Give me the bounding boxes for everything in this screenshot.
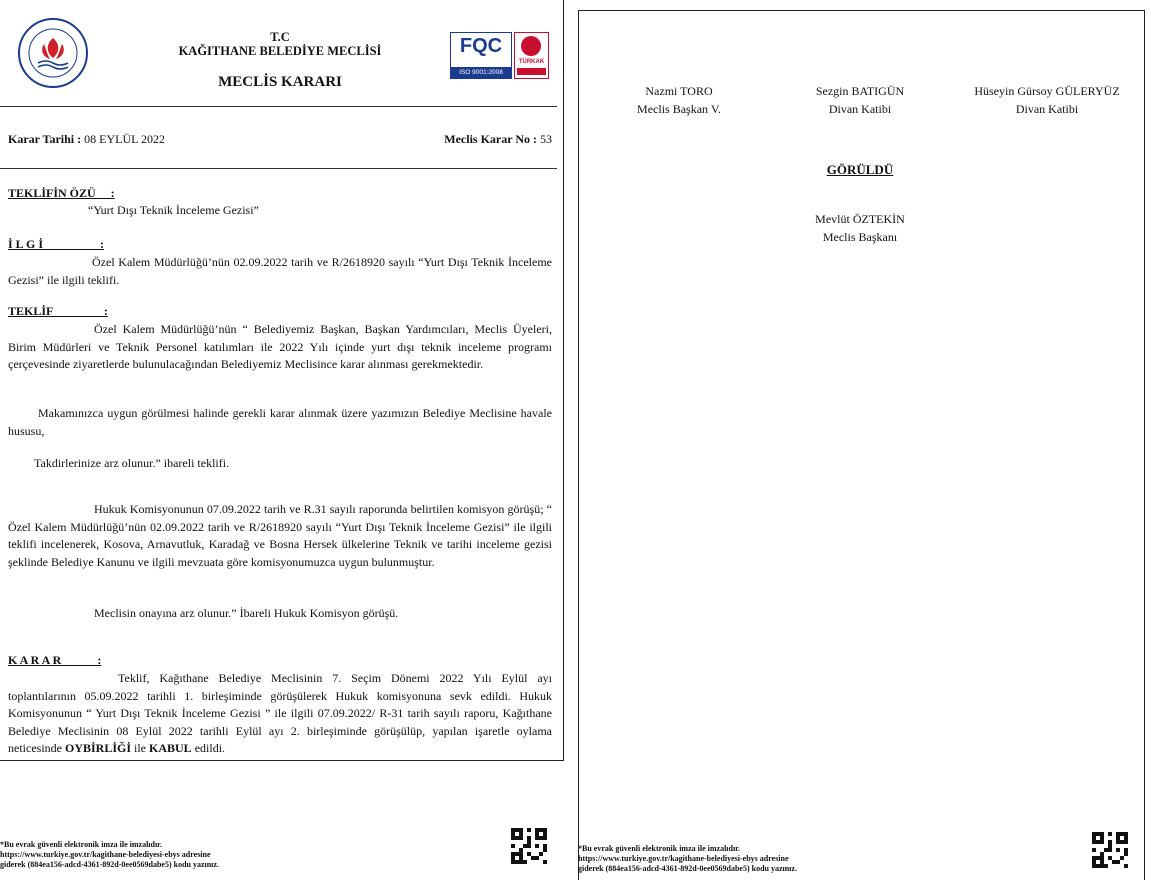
right-footer: *Bu evrak güvenli elektronik imza ile imzalıdır. https://www.turkiye.gov.tr/kagithane-belediyesi-ebys adresine giderek (884ea156-adcd-4361-892d-0ee0569dabe5) kodu yazınız. — [578, 844, 797, 873]
goruldu-heading: GÖRÜLDÜ — [826, 162, 894, 177]
left-qr-code — [511, 828, 547, 864]
teklif-heading: TEKLİF : — [8, 304, 108, 318]
meta-divider — [0, 168, 557, 169]
ilgi-text: Özel Kalem Müdürlüğü’nün 02.09.2022 tarih ve R/2618920 sayılı “Yurt Dışı Teknik İnceleme Gezisi” ile ilgili teklifi. — [8, 255, 552, 287]
goruldu-signature: Mevlüt ÖZTEKİN Meclis Başkanı — [815, 212, 905, 244]
right-qr-code — [1092, 832, 1128, 868]
karar-text: Teklif, Kağıthane Belediye Meclisinin 7. Seçim Dönemi 2022 Yılı Eylül ayı toplantılarının 05.09.2022 tarihli 1. birleşiminde görüşülerek Hukuk komisyonuna sevk edildi. Hukuk Komisyonunun “ Yurt Dışı Teknik İnceleme Gezisi ” ile ilgili 07.09.2022/ R-31 tarih sayılı raporu, Kağıthane Belediye Meclisinin 08 Eylül 2022 tarihli Eylül ayı 2. birleşiminde görüşülüp, yapılan işaretle oylama neticesinde OYBİRLİĞİ ile KABUL edildi. — [8, 671, 552, 755]
municipality-logo — [16, 16, 90, 90]
header-institution: KAĞITHANE BELEDİYE MECLİSİ — [178, 44, 382, 58]
left-page — [0, 0, 564, 761]
document-title: MECLİS KARARI — [218, 74, 342, 90]
ozu-heading: TEKLİFİN ÖZÜ : — [8, 186, 115, 200]
header-divider — [0, 106, 557, 107]
left-footer: *Bu evrak güvenli elektronik imza ile imzalıdır. https://www.turkiye.gov.tr/kagithane-belediyesi-ebys adresine giderek (884ea156-adcd-4361-892d-0ee0569dabe5) kodu yazınız. — [0, 840, 219, 869]
ilgi-heading: İ L G İ : — [8, 237, 105, 251]
signature-3: Hüseyin Gürsoy GÜLERYÜZ Divan Katibi — [974, 84, 1120, 116]
hukuk-paragraph-1: Hukuk Komisyonunun 07.09.2022 tarih ve R.31 sayılı raporunda belirtilen komisyon görüşü; “ Özel Kalem Müdürlüğü’nün 02.09.2022 tarih ve R/2618920 sayılı “Yurt Dışı Teknik İnceleme Gezisi” ile ilgili teklifi incelenerek, Kosova, Arnavutluk, Karadağ ve Bosna Hersek ülkelerine Teknik ve tarihi inceleme gezisi şeklinde Belediye Kanunu ve ilgili mevzuata göre komisyonumuzca uygun bulunmuştur. — [8, 502, 552, 569]
signature-1: Nazmi TORO Meclis Başkan V. — [637, 84, 721, 116]
header-tc: T.C — [270, 30, 290, 44]
teklif-paragraph-2: Makamınızca uygun görülmesi halinde gerekli karar alınmak üzere yazımızın Belediye Meclisine havale hususu, — [8, 406, 552, 438]
decision-number: Meclis Karar No : 53 — [444, 132, 552, 146]
karar-heading: K A R A R : — [8, 653, 102, 667]
ozu-text: “Yurt Dışı Teknik İnceleme Gezisi” — [88, 203, 259, 217]
fqc-badge: FQC ISO 9001:2008 — [450, 32, 512, 79]
signature-2: Sezgin BATIGÜN Divan Katibi — [815, 84, 905, 116]
right-page — [578, 10, 1145, 880]
turkak-badge: TÜRKAK — [514, 32, 549, 79]
teklif-paragraph-3: Takdirlerinize arz olunur.” ibareli teklifi. — [34, 456, 230, 470]
teklif-paragraph-1: Özel Kalem Müdürlüğü’nün “ Belediyemiz Başkan, Başkan Yardımcıları, Meclis Üyeleri, Birim Müdürleri ve Teknik Personel katılımları ile 2022 Yılı içinde yurt dışı teknik inceleme programı çerçevesinde ziyaretlerde bulunulacağından Belediyemiz Meclisince karar alınması gerekmektedir. — [8, 322, 552, 371]
decision-date: Karar Tarihi : 08 EYLÜL 2022 — [8, 132, 166, 146]
hukuk-paragraph-2: Meclisin onayına arz olunur.” İbareli Hukuk Komisyon görüşü. — [94, 606, 399, 620]
